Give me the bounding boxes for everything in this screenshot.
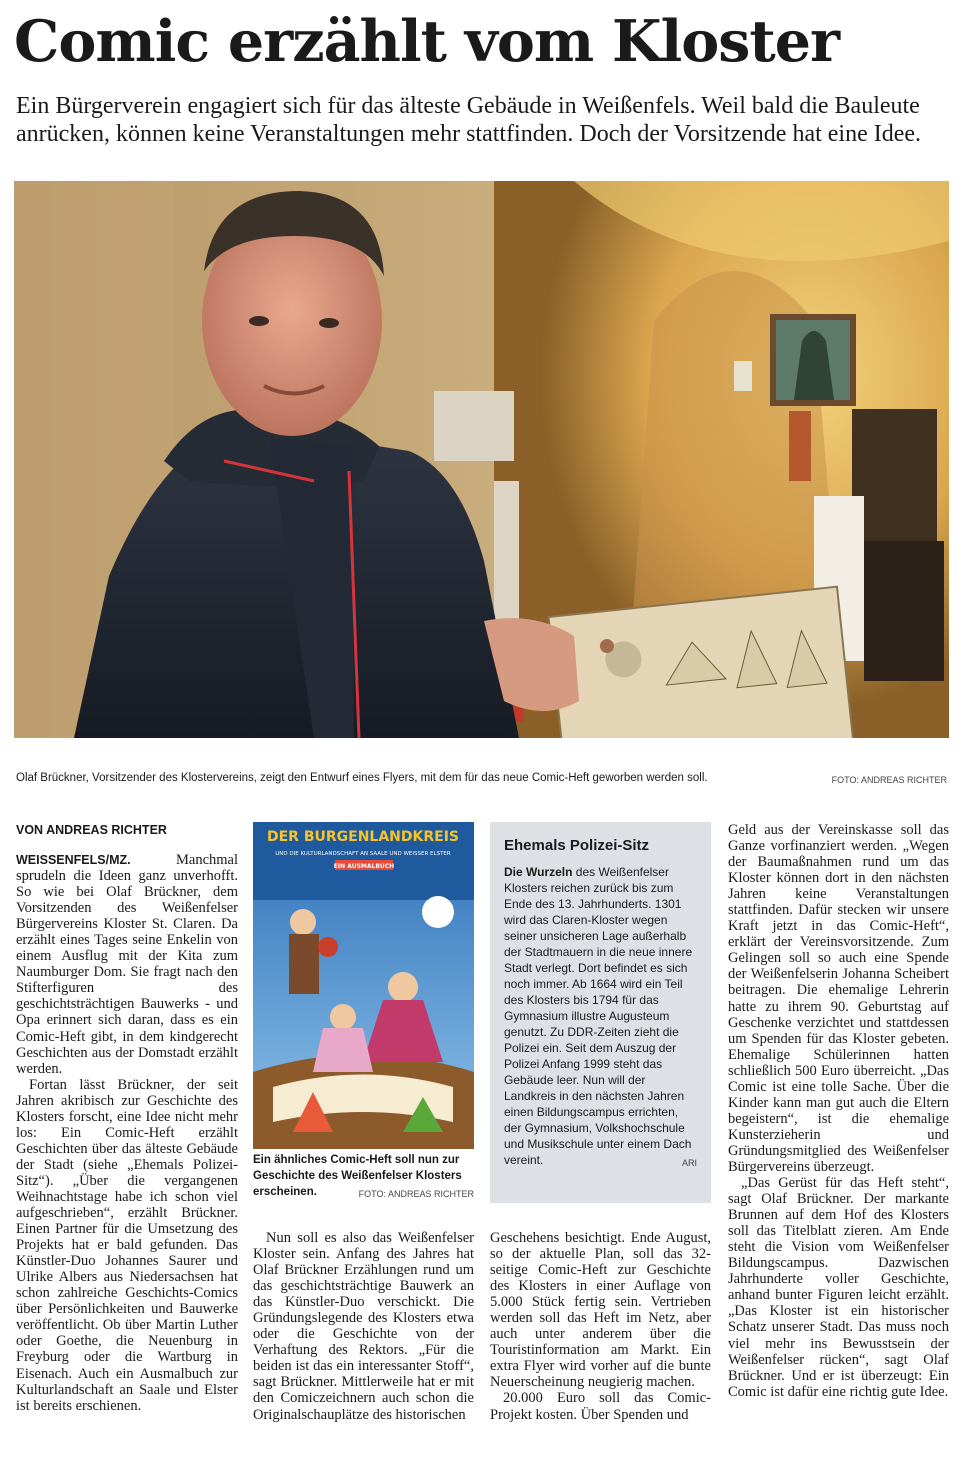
subheadline: Ein Bürgerverein engagiert sich für das älteste Gebäude in Weißenfels. Weil bald die Bauleute anrücken, können keine Veranstaltungen mehr stattfinden. Doch der Vorsitzende hat eine Idee.: [16, 93, 922, 147]
info-box-body: des Weißenfelser Klosters reichen zurück bis zum Ende des 13. Jahrhunderts. 1301 wird das Claren-Kloster wegen seiner unsicheren Lage außerhalb der Stadtmauern in die neue innere Stadt verlegt. Dort befindet es sich noch immer. Ab 1664 wird ein Teil des Klosters bis 1794 für das Gymnasium illustre Augusteum genutzt. Zu DDR-Zeiten zieht die Polizei ein. Seit dem Auszug der Polizei Anfang 1999 steht das Gebäude leer. Nun will der Landkreis in den nächsten Jahren einen Bildungscampus errichten, der Gymnasium, Volkshochschule und Musikschule unter einem Dach vereint.: [504, 865, 693, 1167]
photo-illustration: [14, 181, 949, 738]
byline: VON ANDREAS RICHTER: [16, 823, 167, 837]
comic-title: DER BURGENLANDKREIS: [266, 829, 460, 845]
comic-caption: [253, 1152, 474, 1202]
info-box-title: Ehemals Polizei-Sitz: [504, 837, 650, 854]
photo-credit: FOTO: ANDREAS RICHTER: [831, 775, 947, 785]
body-column-1: [16, 852, 238, 1414]
comic-cover-image: [253, 822, 474, 1149]
paragraph: Manchmal sprudeln die Ideen ganz unverhofft. So wie bei Olaf Brückner, dem Vorsitzenden des Weißenfelser Bürgervereins Kloster St. Claren. Da erzählt eines Tages seine Enkelin von einem Ausflug mit der Kita zum Naumburger Dom. Sie fragt nach den Stifterfiguren des geschichtsträchtigen Bauwerks - und Opa erinnert sich daran, dass es ein Comic-Heft gibt, in dem kindgerecht Geschichten aus der Domstadt erzählt werden.: [16, 852, 238, 1077]
comic-cover-illustration: [253, 822, 474, 1149]
paragraph: Fortan lässt Brückner, der seit Jahren akribisch zur Geschichte des Klosters forscht, eine Idee nicht mehr los: Ein Comic-Heft erzählt Geschichten über das älteste Gebäude der Stadt (siehe „Ehemals Polizei-Sitz“). „Über die vergangenen Weihnachtstage habe ich schon viel aufgeschrieben“, erzählt Brückner. Einen Partner für die Umsetzung des Projekts hat er bald gefunden. Das Künstler-Duo Johannes Saurer und Ulrike Albers aus Niedersachsen hat schon zahlreiche Geschichts-Comics über Persönlichkeiten und Bauwerke veröffentlicht. Ob über Martin Luther oder Goethe, die Neuenburg in Freyburg oder die Wartburg in Eisenach. Auch ein Ausmalbuch zur Kulturlandschaft an Saale und Elster ist bereits erschienen.: [16, 1076, 238, 1414]
info-box: [490, 822, 711, 1203]
paragraph: Geld aus der Vereinskasse soll das Ganze vorfinanziert werden. „Wegen der Baumaßnahmen rund um das Kloster können dort in den nächsten Jahren keine Veranstaltungen stattfinden. Dafür stecken wir unsere Kraft jetzt in das Comic-Heft“, erklärt der Vereinsvorsitzende. Zum Gelingen soll so auch eine Spende der Weißenfelserin Johanna Scheibert beitragen. Die ehemalige Lehrerin hatte zu ihrem 90. Geburtstag auf Geschenke verzichtet und stattdessen um Spenden für das Kloster gebeten. Ehemalige Schülerinnen hatten schließlich 500 Euro überreicht. „Das Comic ist eine tolle Sache. Über die Kinder kann man gut auch die Eltern begeistern“, ist die ehemalige Kunsterzieherin und Gründungsmitglied des Weißenfelser Bürgervereins überzeugt.: [728, 822, 949, 1175]
paragraph: 20.000 Euro soll das Comic-Projekt kosten. Über Spenden und: [490, 1390, 711, 1423]
main-photo: [14, 181, 949, 738]
paragraph: Nun soll es also das Weißenfelser Kloster sein. Anfang des Jahres hat Olaf Brückner Erzählungen rund um das geschichtsträchtige Bauwerk an das Künstler-Duo verschickt. Die Gründungslegende des Klosters etwa oder die Geschichte von der Verhaftung des Rektors. „Für die beiden ist das ein interessanter Stoff“, sagt Brückner. Mittlerweile hat er mit den Comiczeichnern auch schon die Originalschauplätze des historischen: [253, 1230, 474, 1423]
headline: Comic erzählt vom Kloster: [14, 8, 839, 75]
paragraph: „Das Gerüst für das Heft steht“, sagt Olaf Brückner. Der markante Brunnen auf dem Hof des Klosters soll das Titelblatt zieren. Am Ende steht die Vision vom Weißenfelser Bildungscampus. Dazwischen Jahrhunderte voller Geschichte, anhand bunter Figuren leicht erzählt. „Das Kloster ist ein historischer Schatz unserer Stadt. Das muss noch viel mehr ins Bewusstsein der Weißenfelser rücken“, sagt Olaf Brückner. Und er ist überzeugt: Ein Comic ist dafür eine richtig gute Idee.: [728, 1175, 949, 1400]
info-box-lead: Die Wurzeln: [504, 865, 573, 879]
info-box-signature: ARI: [681, 1158, 697, 1168]
info-box-text: [504, 864, 697, 1168]
dateline: WEISSENFELS/MZ.: [16, 853, 131, 867]
body-column-4: [728, 822, 949, 1400]
paragraph: Geschehens besichtigt. Ende August, so der aktuelle Plan, soll das 32-seitige Comic-Heft zur Geschichte des Klosters in einer Auflage von 5.000 Stück fertig sein. Vertrieben werden soll das Heft im Netz, aber auch unter anderem über die Touristinformation am Markt. Ein extra Flyer wird vorher auf die bunte Neuerscheinung neugierig machen.: [490, 1230, 711, 1391]
photo-caption: Olaf Brückner, Vorsitzender des Klostervereins, zeigt den Entwurf eines Flyers, mit dem für das neue Comic-Heft geworben werden soll.: [16, 772, 708, 784]
comic-tag: EIN AUSMALBUCH: [333, 863, 395, 870]
comic-caption-text: Ein ähnliches Comic-Heft soll nun zur Geschichte des Weißenfelser Klosters erscheinen.: [253, 1154, 462, 1198]
comic-credit: FOTO: ANDREAS RICHTER: [358, 1189, 474, 1199]
body-column-2: [253, 1230, 474, 1423]
comic-subtitle: UND DIE KULTURLANDSCHAFT AN SAALE UND WEISSER ELSTER: [275, 851, 451, 857]
body-column-3: [490, 1230, 711, 1423]
